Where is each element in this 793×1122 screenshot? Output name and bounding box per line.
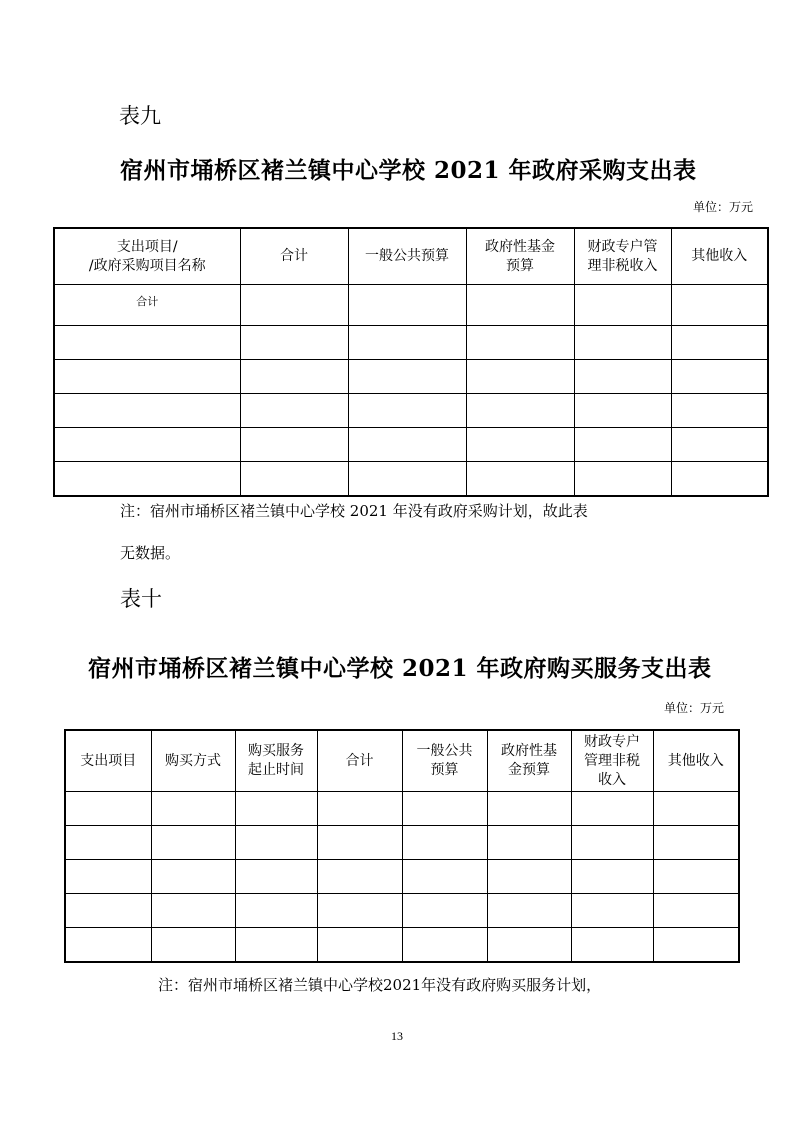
header-period-line2: 起止时间 (248, 762, 304, 778)
table-cell (653, 928, 739, 963)
table-cell (240, 326, 348, 360)
table-cell (317, 792, 402, 826)
table-cell (571, 792, 653, 826)
table-cell (348, 428, 466, 462)
table-cell (653, 792, 739, 826)
table-cell (571, 826, 653, 860)
header-general-line1: 一般公共 (416, 743, 473, 759)
table-cell (151, 792, 235, 826)
table9-note-line1: 注：宿州市埇桥区褚兰镇中心学校 2021 年没有政府采购计划，故此表 (120, 502, 588, 520)
table10-unit: 单位：万元 (664, 701, 725, 715)
table-cell (653, 894, 739, 928)
table-row (54, 326, 768, 360)
table-cell (402, 792, 487, 826)
table-cell (487, 894, 571, 928)
table-cell (653, 860, 739, 894)
table-cell (317, 826, 402, 860)
table-cell (151, 826, 235, 860)
table-cell (348, 326, 466, 360)
table-row (65, 792, 739, 826)
header-general-line2: 预算 (430, 762, 459, 778)
table-cell (671, 462, 768, 497)
table-cell (317, 860, 402, 894)
table-cell (65, 894, 151, 928)
table-cell (671, 285, 768, 326)
header-total: 合计 (317, 730, 402, 792)
table-cell (240, 394, 348, 428)
table-row (65, 894, 739, 928)
table-cell (348, 285, 466, 326)
table-cell (574, 394, 671, 428)
table-cell (65, 826, 151, 860)
table-cell (402, 928, 487, 963)
table-cell (235, 860, 317, 894)
table-row (54, 285, 768, 326)
table-cell (317, 894, 402, 928)
header-method: 购买方式 (151, 730, 235, 792)
header-item (54, 228, 240, 285)
table-cell (151, 860, 235, 894)
page-number: 13 (391, 1029, 403, 1043)
table-cell (402, 860, 487, 894)
table10-note: 注：宿州市埇桥区褚兰镇中心学校2021年没有政府购买服务计划， (158, 976, 602, 994)
table-cell (466, 285, 574, 326)
table-cell (348, 360, 466, 394)
table-cell (235, 826, 317, 860)
table-cell (54, 360, 240, 394)
table-cell (240, 462, 348, 497)
table-cell (466, 462, 574, 497)
table-cell (348, 462, 466, 497)
table-cell (466, 428, 574, 462)
header-special-line1: 财政专户 (584, 733, 640, 750)
header-special-line2: 理非税收入 (587, 257, 658, 274)
table-cell (466, 326, 574, 360)
table-row (54, 462, 768, 497)
header-fund-line1: 政府性基金 (485, 238, 555, 255)
header-other-income: 其他收入 (653, 730, 739, 792)
table-cell (574, 462, 671, 497)
table-cell (487, 860, 571, 894)
table-header-row (65, 730, 739, 792)
table-cell (574, 326, 671, 360)
table-cell (151, 894, 235, 928)
table9-title: 宿州市埇桥区褚兰镇中心学校 2021 年政府采购支出表 (120, 157, 697, 184)
header-item-line1: 支出项目/ (116, 238, 178, 255)
table-cell (235, 894, 317, 928)
table-cell (235, 792, 317, 826)
header-special-line2: 管理非税 (584, 752, 640, 769)
table-cell (466, 360, 574, 394)
table-cell (65, 860, 151, 894)
table-cell (240, 360, 348, 394)
table-cell (317, 928, 402, 963)
table-cell (54, 428, 240, 462)
table-cell (235, 928, 317, 963)
header-special-line3: 收入 (598, 771, 626, 788)
table-cell (574, 428, 671, 462)
header-special-account (574, 228, 671, 285)
header-general-budget (402, 730, 487, 792)
table10-label: 表十 (120, 587, 162, 611)
table-cell (54, 394, 240, 428)
header-item-line2: /政府采购项目名称 (88, 257, 206, 274)
table-cell (54, 462, 240, 497)
table-cell (466, 394, 574, 428)
table-row (65, 860, 739, 894)
table-cell (574, 360, 671, 394)
table-cell (653, 826, 739, 860)
table-cell (671, 428, 768, 462)
government-procurement-table (53, 227, 769, 497)
table-cell (671, 326, 768, 360)
header-other-income: 其他收入 (671, 228, 768, 285)
table10-title: 宿州市埇桥区褚兰镇中心学校 2021 年政府购买服务支出表 (88, 655, 712, 682)
header-general-budget: 一般公共预算 (348, 228, 466, 285)
table-cell (487, 792, 571, 826)
table-row (65, 928, 739, 963)
header-total: 合计 (240, 228, 348, 285)
table-row (54, 394, 768, 428)
table-cell (65, 792, 151, 826)
table-cell (487, 826, 571, 860)
table-row (65, 826, 739, 860)
table9-unit: 单位：万元 (693, 200, 754, 214)
table-cell (54, 326, 240, 360)
header-item: 支出项目 (65, 730, 151, 792)
header-fund-line2: 预算 (506, 257, 534, 274)
table-cell (240, 428, 348, 462)
table-cell (240, 285, 348, 326)
header-period-line1: 购买服务 (248, 743, 304, 759)
table9-note-line2: 无数据。 (120, 544, 181, 562)
header-fund-line2: 金预算 (508, 762, 550, 778)
table-cell: 合计 (54, 285, 240, 326)
table9-label: 表九 (119, 104, 161, 128)
header-fund-budget (487, 730, 571, 792)
table-cell (65, 928, 151, 963)
header-special-account (571, 730, 653, 792)
table-cell (671, 394, 768, 428)
table-cell (348, 394, 466, 428)
header-fund-budget (466, 228, 574, 285)
table-cell (571, 928, 653, 963)
table-cell (574, 285, 671, 326)
table-row (54, 360, 768, 394)
header-fund-line1: 政府性基 (501, 743, 557, 759)
table-cell (487, 928, 571, 963)
header-period (235, 730, 317, 792)
table-cell (571, 860, 653, 894)
table-cell (571, 894, 653, 928)
header-special-line1: 财政专户管 (587, 238, 658, 255)
table-cell (402, 826, 487, 860)
table-cell (671, 360, 768, 394)
table-cell (151, 928, 235, 963)
government-service-purchase-table (64, 729, 740, 963)
table-cell (402, 894, 487, 928)
table-header-row (54, 228, 768, 285)
table-row (54, 428, 768, 462)
